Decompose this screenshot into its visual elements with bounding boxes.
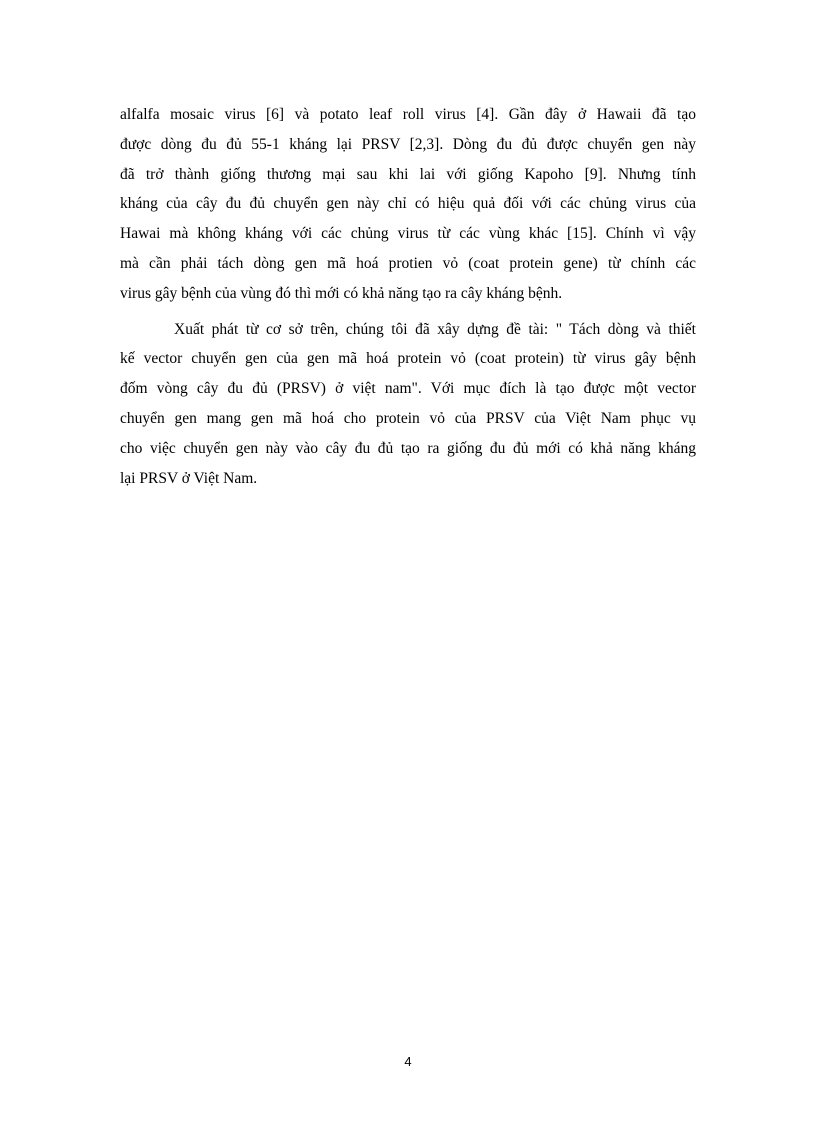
paragraph-1 — [120, 100, 696, 309]
text-line: lại PRSV ở Việt Nam. — [120, 469, 258, 487]
text-line: Hawai mà không kháng với các chủng virus từ các vùng khác [15]. Chính vì vậy — [120, 225, 696, 243]
text-line: virus gây bệnh của vùng đó thì mới có khả năng tạo ra cây kháng bệnh. — [120, 284, 563, 302]
text-line: được dòng đu đủ 55-1 kháng lại PRSV [2,3]. Dòng đu đủ được chuyển gen này — [120, 135, 696, 153]
text-line: alfalfa mosaic virus [6] và potato leaf roll virus [4]. Gần đây ở Hawaii đã tạo — [120, 106, 696, 123]
body-text — [120, 100, 696, 493]
text-line: kháng của cây đu đủ chuyển gen này chỉ có hiệu quả đối với các chủng virus của — [120, 195, 696, 213]
text-line: Xuất phát từ cơ sở trên, chúng tôi đã xây dựng đề tài: " Tách dòng và thiết — [174, 320, 696, 338]
text-line: chuyển gen mang gen mã hoá cho protein vỏ của PRSV của Việt Nam phục vụ — [120, 409, 696, 427]
page-number: 4 — [404, 1054, 412, 1069]
text-line: cho việc chuyển gen này vào cây đu đủ tạo ra giống đu đủ mới có khả năng kháng — [120, 439, 696, 457]
paragraph-2 — [120, 315, 696, 494]
text-line: đã trở thành giống thương mại sau khi lai với giống Kapoho [9]. Nhưng tính — [120, 165, 696, 183]
text-line: đốm vòng cây đu đủ (PRSV) ở việt nam". Với mục đích là tạo được một vector — [120, 380, 696, 398]
text-line: kế vector chuyển gen của gen mã hoá protein vỏ (coat protein) từ virus gây bệnh — [120, 350, 696, 368]
text-line: mà cần phải tách dòng gen mã hoá protien vỏ (coat protein gene) từ chính các — [120, 254, 696, 272]
